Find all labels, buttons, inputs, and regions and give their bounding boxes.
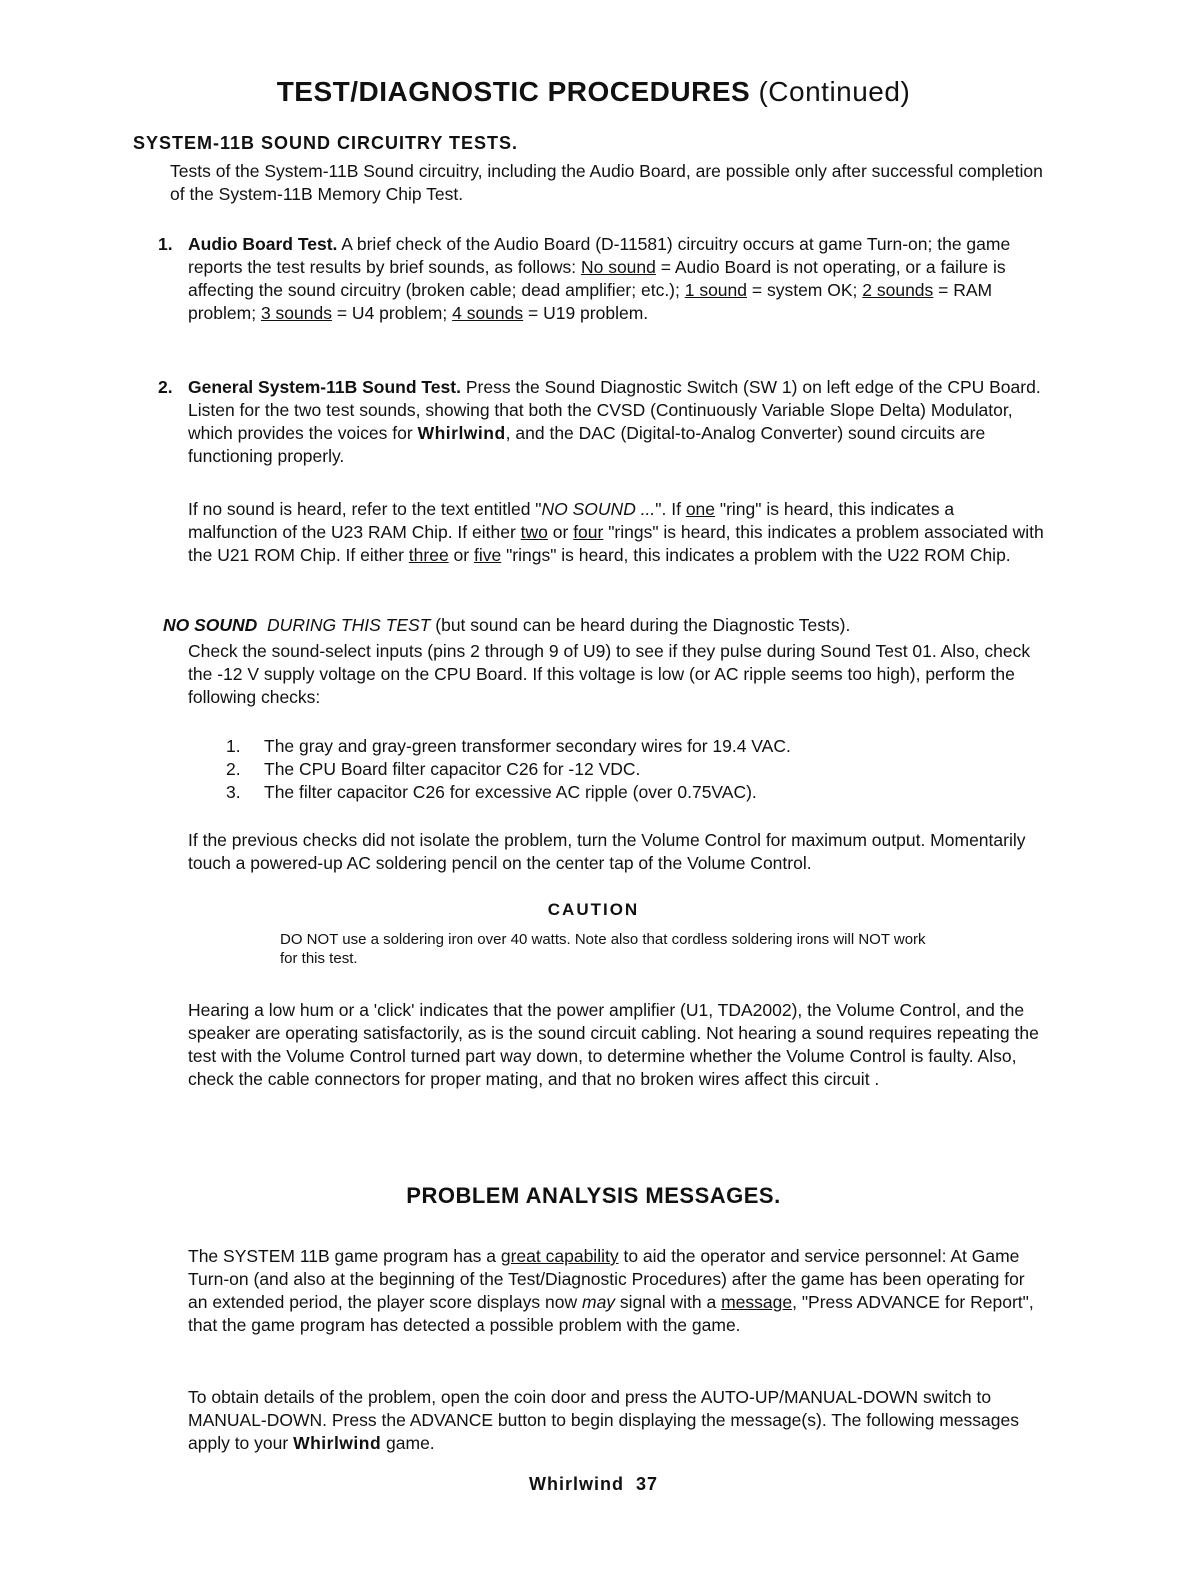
no-sound-during-test-heading [163,614,1047,637]
checks-list [226,735,1026,804]
page-title-main: TEST/DIAGNOSTIC PROCEDURES [276,76,751,107]
problem-analysis-paragraph-1 [188,1245,1046,1337]
underlined-term: No sound [580,257,656,277]
item-text: = system OK; [747,280,863,300]
item-text: Press the Sound Diagnostic Switch (SW 1) on left edge of the CPU Board. Listen for the two test sounds, showing that both the CVSD (Continuously Variable Slope Delta) Modulator, which provides the voices for [188,377,1041,443]
underlined-term: 2 sounds [862,280,934,300]
underlined-term: two [520,522,548,542]
item-text: = RAM problem; [188,280,993,323]
section-heading-problem-analysis: PROBLEM ANALYSIS MESSAGES. [406,1183,781,1208]
item-text: = Audio Board is not operating, or a failure is affecting the sound circuitry (broken cable; dead amplifier; etc.); [188,257,1006,300]
para-text: If the previous checks did not isolate the problem, turn the Volume Control for maximum output. Momentarily touch a powered-up AC soldering pencil on the center tap of the Volume Control. [188,830,1026,873]
item-number: 2. [158,377,173,397]
caution-body: DO NOT use a soldering iron over 40 watts. Note also that cordless soldering irons will NOT work for this test. [280,931,926,967]
no-sound-paragraph [188,498,1046,567]
body-text: Check the sound-select inputs (pins 2 through 9 of U9) to see if they pulse during Sound Test 01. Also, check the -12 V supply voltage on the CPU Board. If this voltage is low (or AC ripple seems too high), perform the following checks: [188,641,1031,707]
heading-rest: (but sound can be heard during the Diagnostic Tests). [435,615,851,635]
item-label: General System-11B Sound Test. [188,377,461,397]
underlined-term: 4 sounds [452,303,524,323]
list-number: 3. [226,782,241,802]
underlined-term: three [408,545,449,565]
list-text: The gray and gray-green transformer secondary wires for 19.4 VAC. [264,736,791,756]
para-text: The SYSTEM 11B game program has a [188,1246,501,1266]
para-text: signal with a [615,1292,722,1312]
section-intro [170,160,1045,206]
item-text: = U4 problem; [331,303,453,323]
problem-analysis-paragraph-2 [188,1386,1046,1455]
page-footer [0,1474,1187,1495]
during-test-label: DURING THIS TEST [267,615,431,635]
para-text: "rings" is heard, this indicates a problem with the U22 ROM Chip. [501,545,1011,565]
para-text: to aid the operator and service personnel: At Game Turn-on (and also at the beginning of the Test/Diagnostic Procedures) after the game has been operating for an extended period, the player score displays now [188,1246,1025,1312]
page-title-sub: (Continued) [758,76,911,107]
item-text: = U19 problem. [523,303,649,323]
list-item [226,758,1026,781]
underlined-term: 3 sounds [260,303,332,323]
caution-heading: CAUTION [547,900,640,919]
intro-text: Tests of the System-11B Sound circuitry, including the Audio Board, are possible only after successful completion of the System-11B Memory Chip Test. [170,161,1043,204]
hum-paragraph [188,999,1046,1091]
italic-term: may [582,1292,616,1312]
para-text: game. [381,1433,435,1453]
game-logo-text: Whirlwind [417,423,506,443]
item-number: 1. [158,234,173,254]
item-text: A brief check of the Audio Board (D-11581) circuitry occurs at game Turn-on; the game reports the test results by brief sounds, as follows: [188,234,1011,277]
para-text: To obtain details of the problem, open the coin door and press the AUTO-UP/MANUAL-DOWN switch to MANUAL-DOWN. Press the ADVANCE button to begin displaying the message(s). The following messages apply to your [188,1387,1019,1453]
para-text: or [448,545,474,565]
para-text: or [547,522,574,542]
underlined-term: message [721,1292,793,1312]
audio-board-test-item [158,233,1046,325]
underlined-term: great capability [500,1246,619,1266]
underlined-term: five [473,545,502,565]
list-text: The CPU Board filter capacitor C26 for -12 VDC. [264,759,641,779]
underlined-term: 1 sound [684,280,748,300]
page-number: 37 [635,1474,659,1494]
item-label: Audio Board Test. [188,234,338,254]
list-text: The filter capacitor C26 for excessive AC ripple (over 0.75VAC). [264,782,757,802]
list-item [226,735,1026,758]
no-sound-body [188,640,1046,709]
game-logo-text: Whirlwind [293,1433,382,1453]
item-text: , and the DAC (Digital-to-Analog Converter) sound circuits are functioning properly. [188,423,986,466]
page-title [0,76,1187,108]
para-text: , "Press ADVANCE for Report", that the game program has detected a possible problem with the game. [188,1292,1034,1335]
list-number: 2. [226,759,241,779]
volume-control-paragraph [188,829,1046,875]
para-text: Hearing a low hum or a 'click' indicates that the power amplifier (U1, TDA2002), the Volume Control, and the speaker are operating satisfactorily, as is the sound circuit cabling. Not hearing a sound requires repeating the test with the Volume Control turned part way down, to determine whether the Volume Control is faulty. Also, check the cable connectors for proper mating, and that no broken wires affect this circuit . [188,1000,1039,1089]
list-item [226,781,1026,804]
para-text: "rings" is heard, this indicates a problem associated with the U21 ROM Chip. If either [188,522,1044,565]
para-text: "ring" is heard, this indicates a malfunction of the U23 RAM Chip. If either [188,499,955,542]
no-sound-label: NO SOUND [163,615,258,635]
para-text: If no sound is heard, refer to the text entitled " [188,499,542,519]
underlined-term: four [573,522,604,542]
para-text: ". If [655,499,686,519]
list-number: 1. [226,736,241,756]
italic-ref: NO SOUND ... [541,499,656,519]
general-sound-test-item [158,376,1046,468]
footer-game-name: Whirlwind [528,1474,624,1494]
underlined-term: one [685,499,716,519]
section-heading-sound-tests: SYSTEM-11B SOUND CIRCUITRY TESTS. [133,133,519,153]
